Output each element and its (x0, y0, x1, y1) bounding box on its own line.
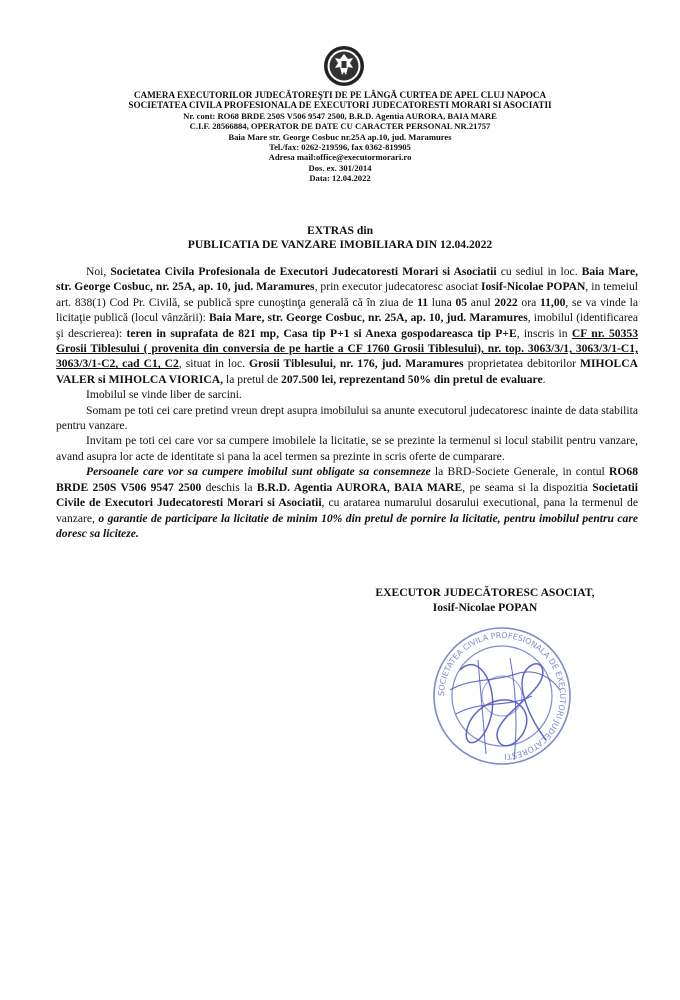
bank-branch: B.R.D. Agentia AURORA, BAIA MARE (256, 480, 463, 494)
case-number: Dos. ex. 301/2014 (308, 162, 372, 173)
document-body (56, 264, 638, 541)
sale-location: Baia Mare, str. George Cosbuc, nr. 25A, ap. 10, jud. Maramures (208, 311, 528, 325)
text: , imobilul (identificarea şi descrierea): (56, 311, 638, 340)
bank-account: Nr. cont: RO68 BRDE 250S V506 9547 2500, B.R.D. Agentia AURORA, BAIA MARE (183, 110, 497, 121)
fiscal-code: C.I.F. 28566884, OPERATOR DE DATE CU CARACTER PERSONAL NR.21757 (189, 121, 491, 132)
letterhead (60, 90, 620, 184)
paragraph-deposit-terms (56, 464, 638, 541)
text: Noi, (86, 265, 111, 278)
text: . (542, 372, 546, 386)
company-name-inline: Societatea Civila Profesionala de Executori Judecatoresti Morari si Asociatii (110, 265, 497, 278)
sale-day: 11 (417, 295, 429, 309)
paragraph-sale-notice (56, 264, 638, 387)
sale-hour: 11,00 (539, 295, 566, 309)
text: luna (428, 295, 456, 309)
paragraph-no-encumbrances: Imobilul se vinde liber de sarcini. (86, 388, 242, 402)
chamber-name: CAMERA EXECUTORILOR JUDECĂTOREŞTI DE PE LÂNGĂ CURTEA DE APEL CLUJ NAPOCA (133, 90, 547, 100)
guarantee-terms: o garantie de participare la licitatie de minim 10% din pretul de pornire la licitatie, pentru imobilul pentru care doresc sa liciteze. (56, 511, 638, 540)
office-address: Baia Mare str. George Cosbuc nr.25A ap.10, jud. Maramures (228, 131, 452, 142)
text: la pretul de (223, 372, 282, 386)
document-title (60, 224, 620, 252)
text: , inscris in (516, 326, 572, 340)
email-address: Adresa mail:office@executormorari.ro (268, 152, 412, 163)
company-address-inline: Baia Mare, str. George Cosbuc, nr. 25A, ap. 10, jud. Maramures (56, 265, 639, 294)
property-description: teren in suprafata de 821 mp, Casa tip P+1 si Anexa gospodareasca tip P+E (126, 326, 517, 340)
paragraph-claims-notice: Somam pe toti cei care pretind vreun drept asupra imobilului sa anunte executorul judecatoresc inainte de data stabilita pentru vanzare. (56, 403, 638, 433)
land-registry-reference: CF nr. 50353 Grosii Tiblesului ( provenita din conversia de pe hartie a CF 1760 Grosii Tiblesului), nr. top. 3063/3/1, 3063/3/1-C1, 3063/3/1-C2, cad C1, C2 (56, 326, 638, 371)
handwritten-signature (420, 630, 580, 780)
text: cu sediul in loc. (496, 265, 582, 278)
sale-month: 05 (455, 295, 468, 309)
debtor-names: MIHOLCA VALER si MIHOLCA VIORICA, (56, 357, 638, 386)
sale-price: 207.500 lei, reprezentand 50% din pretul de evaluare (281, 372, 543, 386)
document-date: Data: 12.04.2022 (309, 173, 371, 184)
text: , situat in loc. (178, 357, 250, 371)
company-name: SOCIETATEA CIVILA PROFESIONALA DE EXECUTORI JUDECATORESTI MORARI SI ASOCIATII (128, 100, 552, 111)
signatory-title: EXECUTOR JUDECĂTORESC ASOCIAT, (375, 586, 595, 599)
property-location: Grosii Tiblesului, nr. 176, jud. Maramures (249, 357, 464, 371)
sale-year: 2022 (494, 295, 518, 309)
stamp-text: SOCIETATEA CIVILA PROFESIONALA DE EXECUTORI JUDECATORESTI (436, 630, 568, 761)
text: ora (517, 295, 540, 309)
text: la BRD-Societe Generale, in contul (430, 465, 610, 479)
signature-block (320, 585, 650, 615)
paragraph-bidders-invitation: Invitam pe toti cei care vor sa cumpere imobilele la licitatie, se se prezinte la termenul si locul stabilit pentru vanzare, avand asupra lor acte de identitate si pana la acel termen sa prezinte in scris oferte de cumparare. (56, 434, 638, 463)
text: , se va vinde la licitaţie publică (locul vânzării): (56, 295, 638, 325)
executor-name-inline: Iosif-Nicolae POPAN (480, 280, 586, 294)
text: , prin executor judecatoresc asociat (314, 280, 481, 294)
text: deschis la (201, 480, 257, 494)
text: , pe seama si la dispozitia (462, 480, 593, 494)
title-line-1: EXTRAS din (306, 224, 374, 237)
deposit-obligation: Persoanele care vor sa cumpere imobilul sunt obligate sa consemneze (86, 465, 431, 479)
text: , in temeiul art. 838(1) Cod Pr. Civilă, se publică spre cunoştinţa generală că în ziua de (56, 280, 639, 309)
text: proprietatea debitorilor (463, 357, 581, 371)
company-name-inline: Societatii Civile de Executori Judecatoresti Morari si Asociatii (56, 480, 638, 510)
coat-of-arms-emblem (322, 44, 366, 88)
title-line-2: PUBLICATIA DE VANZARE IMOBILIARA DIN 12.04.2022 (187, 238, 493, 251)
text: , cu aratarea numarului dosarului executional, pana la termenul de vanzare, (56, 496, 638, 525)
text: anul (467, 295, 495, 309)
phone-fax: Tel./fax: 0262-219596, fax 0362-819905 (269, 142, 411, 153)
signatory-name: Iosif-Nicolae POPAN (432, 601, 538, 614)
account-number: RO68 BRDE 250S V506 9547 2500 (56, 465, 638, 494)
